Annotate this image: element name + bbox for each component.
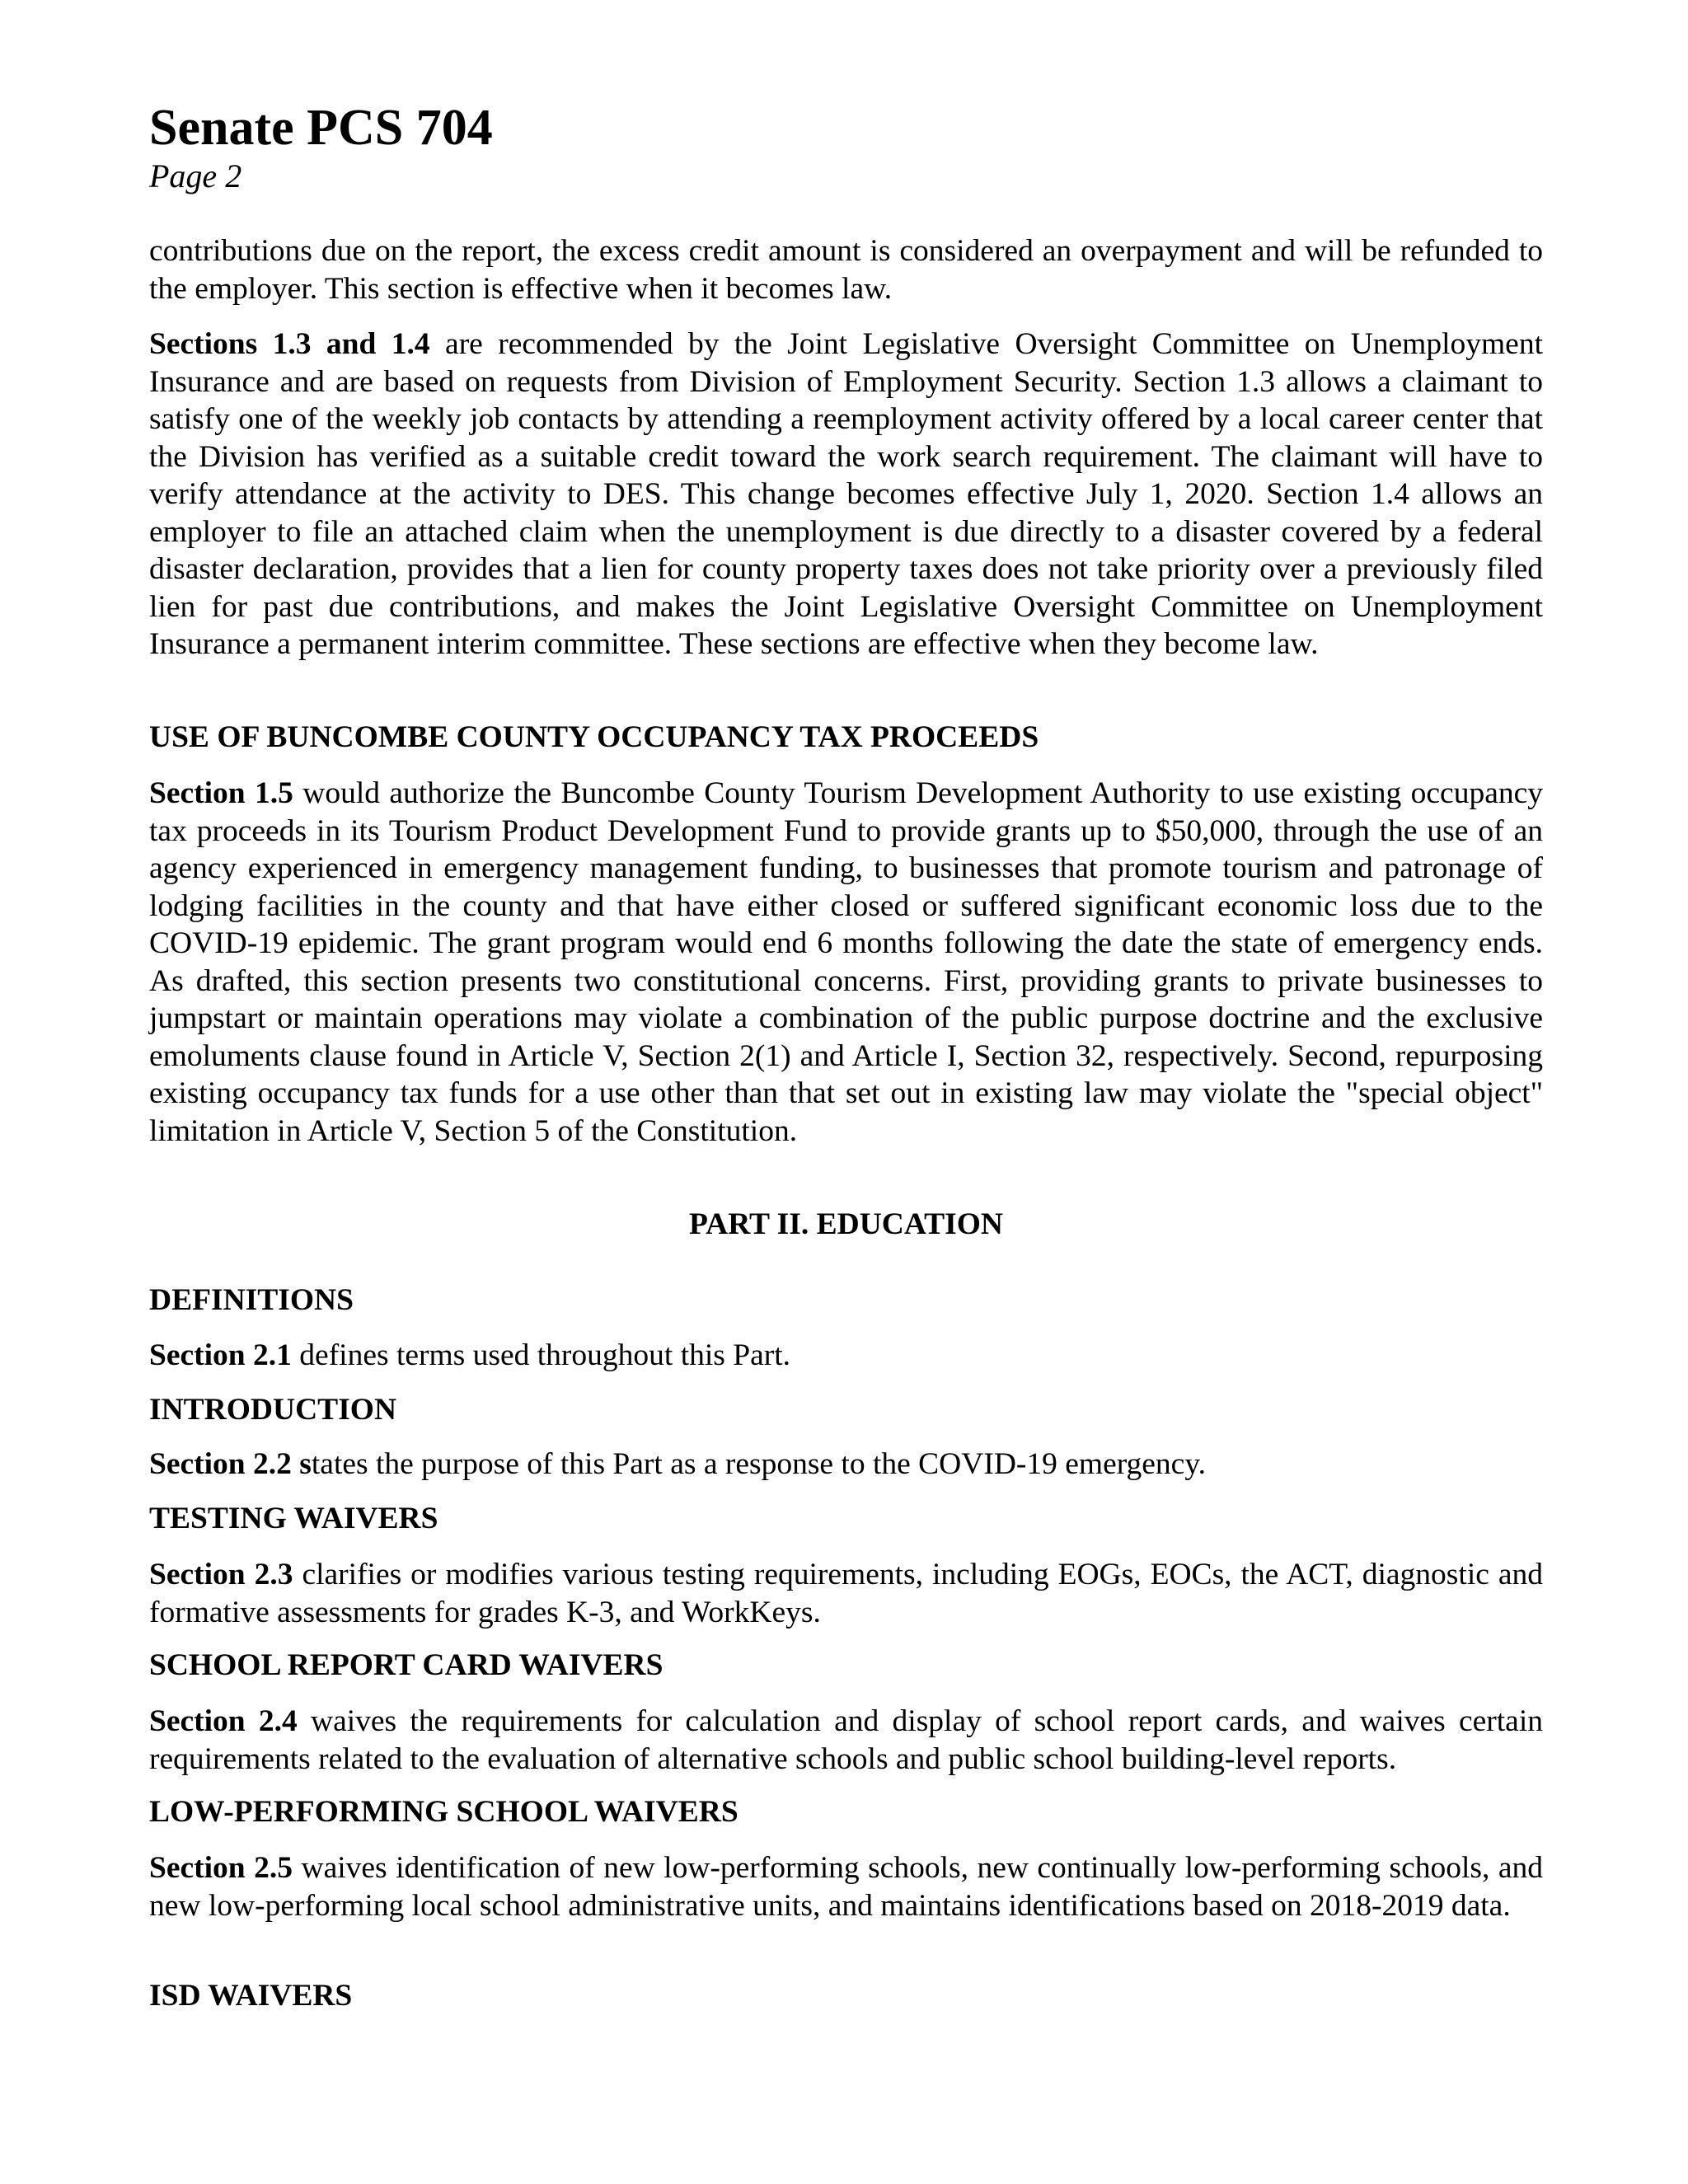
heading-definitions: DEFINITIONS — [149, 1283, 354, 1317]
heading-part-ii-education: PART II. EDUCATION — [688, 1207, 1004, 1241]
paragraph-text: tates the purpose of this Part as a response to the COVID-19 emergency. — [311, 1447, 1207, 1481]
paragraph-sections-1-3-1-4 — [149, 326, 1543, 663]
paragraph-text: waives the requirements for calculation and display of school report cards, and waives certain requirements related to the evaluation of alternative schools and public school building-level reports. — [149, 1704, 1543, 1776]
heading-buncombe-occupancy-tax: USE OF BUNCOMBE COUNTY OCCUPANCY TAX PROCEEDS — [149, 720, 1039, 754]
heading-school-report-card-waivers: SCHOOL REPORT CARD WAIVERS — [149, 1648, 663, 1682]
heading-introduction: INTRODUCTION — [149, 1393, 397, 1427]
paragraph-section-1-5 — [149, 775, 1543, 1150]
paragraph-section-2-2 — [149, 1446, 1543, 1483]
section-ref: Section 2.2 s — [149, 1447, 312, 1481]
paragraph-text: defines terms used throughout this Part. — [291, 1338, 791, 1372]
page-number: Page 2 — [149, 157, 242, 194]
section-ref: Sections 1.3 and 1.4 — [149, 327, 430, 361]
document-title: Senate PCS 704 — [149, 100, 493, 156]
section-ref: Section 1.5 — [149, 776, 293, 810]
paragraph-section-2-3 — [149, 1556, 1543, 1631]
paragraph-text: would authorize the Buncombe County Tourism Development Authority to use existing occupancy tax proceeds in its Tourism Product Development Fund to provide grants up to $50,000, through the use of an agency experienced in emergency management funding, to businesses that promote tourism and patronage of lodging facilities in the county and that have either closed or suffered significant economic loss due to the COVID-19 epidemic. The grant program would end 6 months following the date the state of emergency ends. As drafted, this section presents two constitutional concerns. First, providing grants to private businesses to jumpstart or maintain operations may violate a combination of the public purpose doctrine and the exclusive emoluments clause found in Article V, Section 2(1) and Article I, Section 32, respectively. Second, repurposing existing occupancy tax funds for a use other than that set out in existing law may violate the "special object" limitation in Article V, Section 5 of the Constitution. — [149, 776, 1543, 1148]
section-ref: Section 2.4 — [149, 1704, 298, 1738]
paragraph-section-2-4 — [149, 1703, 1543, 1778]
section-ref: Section 2.1 — [149, 1338, 292, 1372]
heading-isd-waivers: ISD WAIVERS — [149, 1979, 353, 2013]
heading-testing-waivers: TESTING WAIVERS — [149, 1502, 438, 1535]
paragraph-section-2-5 — [149, 1849, 1543, 1924]
paragraph-text: clarifies or modifies various testing requirements, including EOGs, EOCs, the ACT, diagnostic and formative assessments for grades K-3, and WorkKeys. — [149, 1558, 1543, 1629]
paragraph-text: waives identification of new low-performing schools, new continually low-performing schools, and new low-performing local school administrative units, and maintains identifications based on 2018-2019 data. — [149, 1851, 1543, 1923]
paragraph-section-2-1 — [149, 1337, 1543, 1375]
paragraph-refund: contributions due on the report, the excess credit amount is considered an overpayment and will be refunded to the employer. This section is effective when it becomes law. — [149, 234, 1543, 306]
paragraph-text: are recommended by the Joint Legislative Oversight Committee on Unemployment Insurance and are based on requests from Division of Employment Security. Section 1.3 allows a claimant to satisfy one of the weekly job contacts by attending a reemployment activity offered by a local career center that the Division has verified as a suitable credit toward the work search requirement. The claimant will have to verify attendance at the activity to DES. This change becomes effective July 1, 2020. Section 1.4 allows an employer to file an attached claim when the unemployment is due directly to a disaster covered by a federal disaster declaration, provides that a lien for county property taxes does not take priority over a previously filed lien for past due contributions, and makes the Joint Legislative Oversight Committee on Unemployment Insurance a permanent interim committee. These sections are effective when they become law. — [149, 327, 1543, 661]
heading-low-performing-school-waivers: LOW-PERFORMING SCHOOL WAIVERS — [149, 1795, 738, 1829]
section-ref: Section 2.3 — [149, 1558, 293, 1591]
section-ref: Section 2.5 — [149, 1851, 293, 1885]
